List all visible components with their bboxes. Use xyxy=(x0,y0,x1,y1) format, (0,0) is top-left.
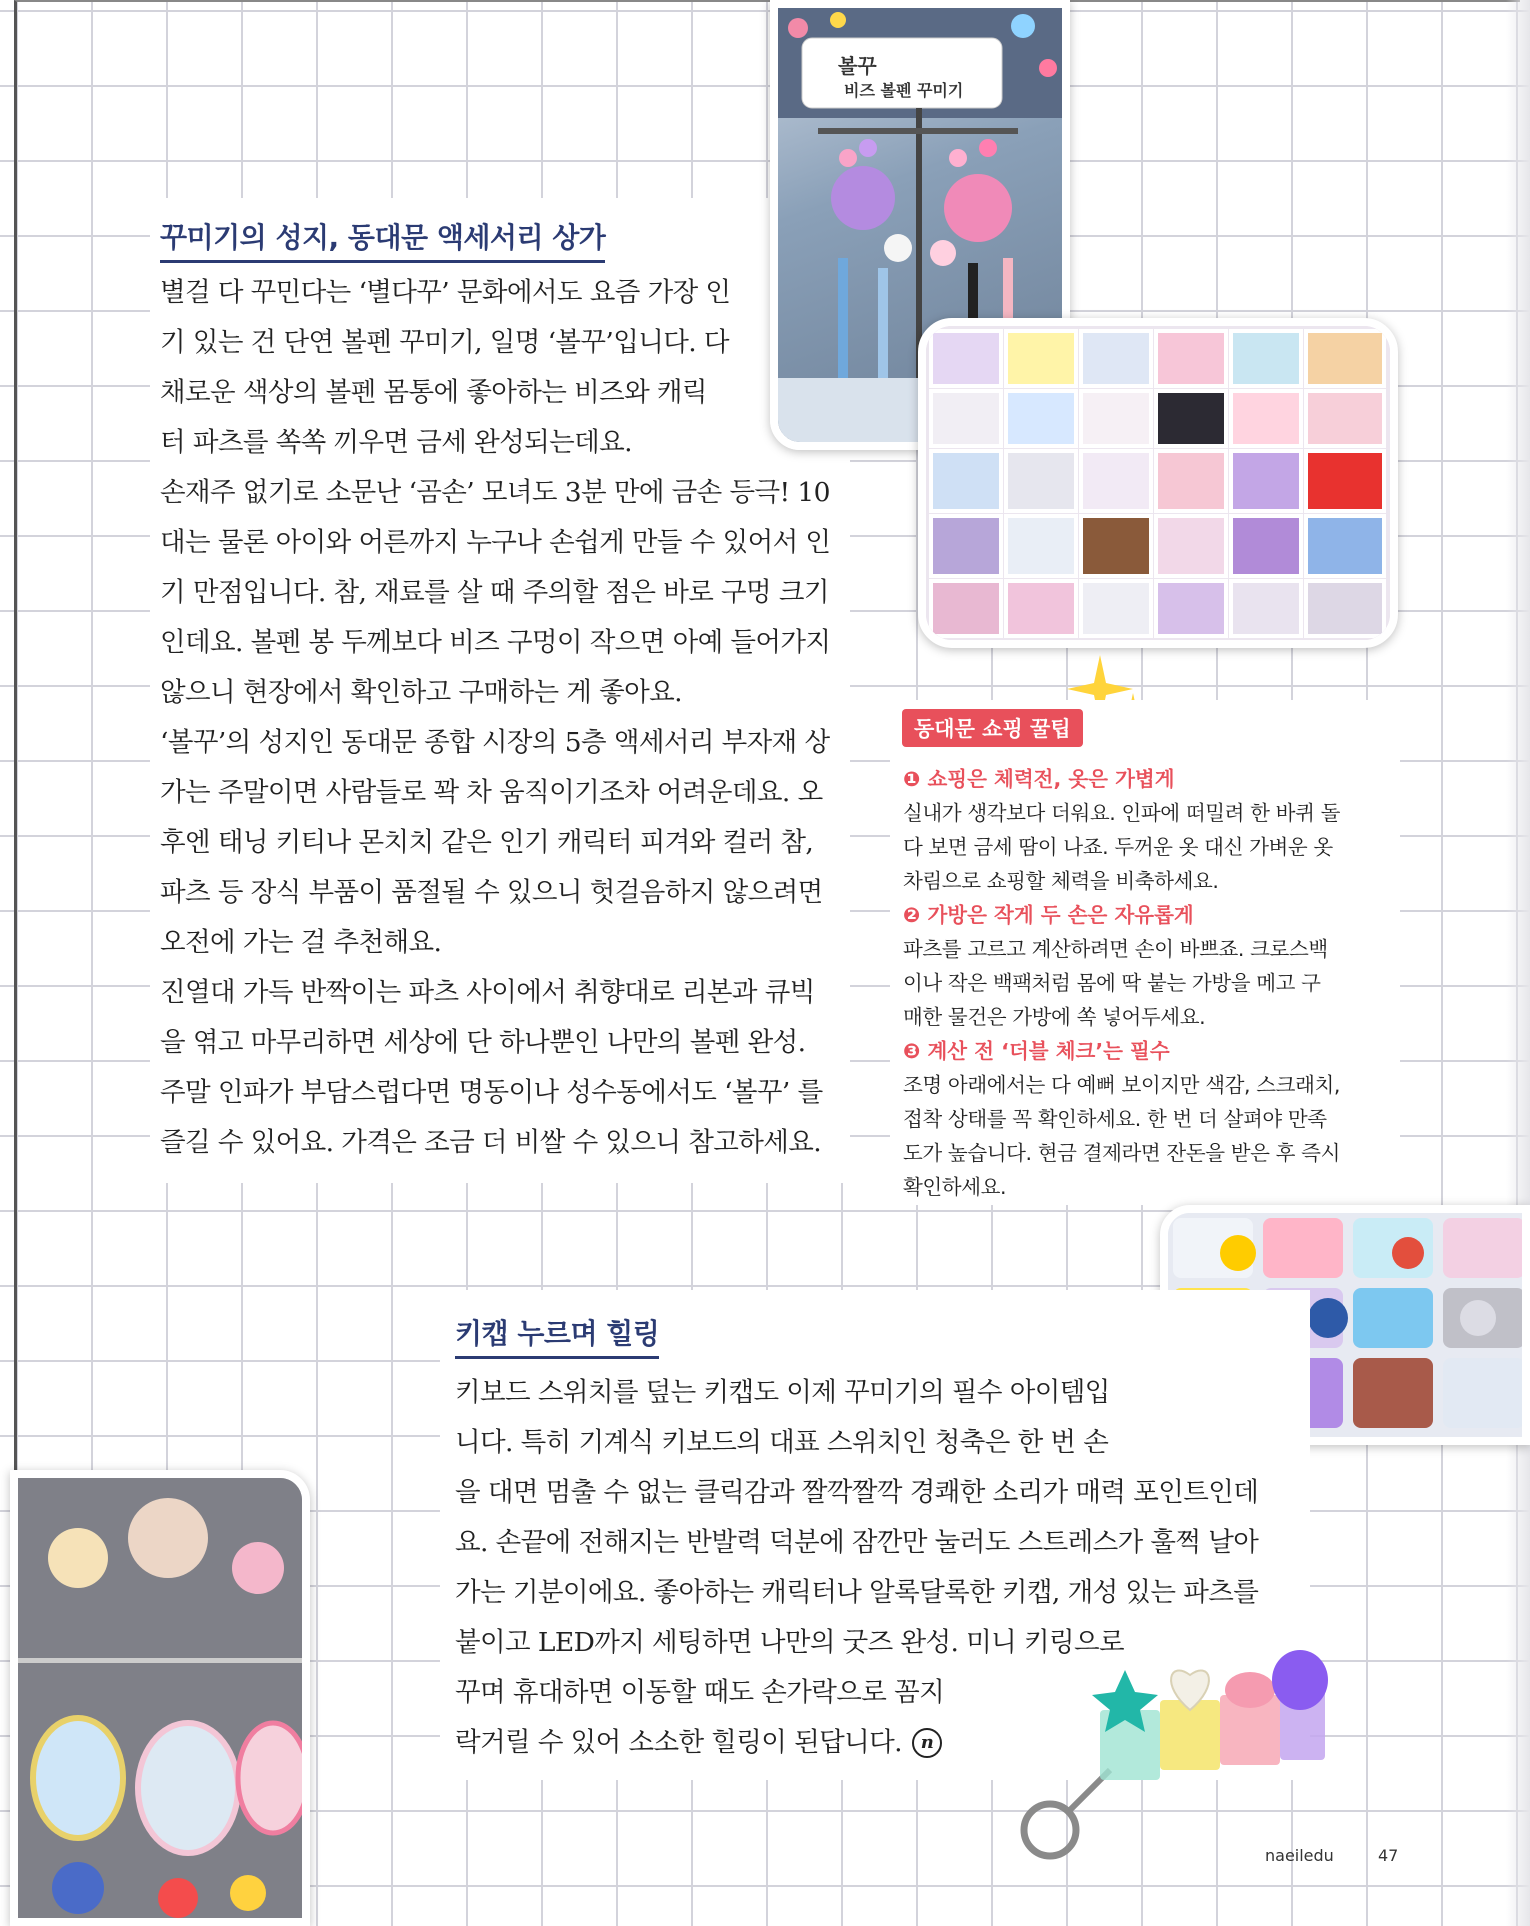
photo-keyring-mirrors xyxy=(10,1470,310,1926)
text-line: 진열대 가득 반짝이는 파츠 사이에서 취향대로 리본과 큐빅 xyxy=(160,977,815,1008)
page-number: 47 xyxy=(1378,1846,1399,1865)
tip-1-line: 실내가 생각보다 더워요. 인파에 떠밀려 한 바퀴 돌 xyxy=(903,801,1340,825)
tip-3-line: 접착 상태를 꼭 확인하세요. 한 번 더 살펴야 만족 xyxy=(903,1107,1327,1131)
section1-heading: 꾸미기의 성지, 동대문 액세서리 상가 xyxy=(160,216,605,263)
page-shade xyxy=(1506,0,1530,1926)
text-line: 을 대면 멈출 수 없는 클릭감과 짤깍짤깍 경쾌한 소리가 매력 포인트인데 xyxy=(455,1477,1259,1508)
mirrors-illustration xyxy=(18,1478,302,1926)
tip-2-head: ❷ 가방은 작게 두 손은 자유롭게 xyxy=(903,903,1194,927)
text-line: 즐길 수 있어요. 가격은 조금 더 비쌀 수 있으니 참고하세요. xyxy=(160,1127,822,1158)
text-line: 파츠 등 장식 부품이 품절될 수 있으니 헛걸음하지 않으려면 xyxy=(160,877,823,908)
text-line: 손재주 없기로 소문난 ‘곰손’ 모녀도 3분 만에 금손 등극! 10 xyxy=(160,477,830,508)
text-line: 붙이고 LED까지 세팅하면 나만의 굿즈 완성. 미니 키링으로 xyxy=(455,1627,1124,1658)
keycap-keychain-image xyxy=(1000,1640,1330,1870)
tip-2-line: 이나 작은 백팩처럼 몸에 딱 붙는 가방을 메고 구 xyxy=(903,971,1321,995)
section2-heading: 키캡 누르며 힐링 xyxy=(455,1312,659,1359)
tip-2-line: 파츠를 고르고 계산하려면 손이 바쁘죠. 크로스백 xyxy=(903,937,1328,961)
bead-trays-illustration xyxy=(926,326,1390,640)
text-line: 주말 인파가 부담스럽다면 명동이나 성수동에서도 ‘볼꾸’ 를 xyxy=(160,1077,823,1108)
text-line: 가는 기분이에요. 좋아하는 캐릭터나 알록달록한 키캡, 개성 있는 파츠를 xyxy=(455,1577,1259,1608)
sign-subtitle: 비즈 볼펜 꾸미기 xyxy=(844,81,964,100)
tips-title: 동대문 쇼핑 꿀팁 xyxy=(902,709,1083,747)
text-line: ‘볼꾸’의 성지인 동대문 종합 시장의 5층 액세서리 부자재 상 xyxy=(160,727,830,758)
section1-paragraph xyxy=(160,268,830,1168)
text-line: 기 있는 건 단연 볼펜 꾸미기, 일명 ‘볼꾸’입니다. 다 xyxy=(160,327,729,358)
tip-3-line: 확인하세요. xyxy=(903,1175,1007,1199)
tip-1-head: ❶ 쇼핑은 체력전, 옷은 가볍게 xyxy=(903,767,1175,791)
tip-2-line: 매한 물건은 가방에 쏙 넣어두세요. xyxy=(903,1005,1206,1029)
tip-1-line: 다 보면 금세 땀이 나죠. 두꺼운 옷 대신 가벼운 옷 xyxy=(903,835,1333,859)
text-line: 가는 주말이면 사람들로 꽉 차 움직이기조차 어려운데요. 오 xyxy=(160,777,823,808)
text-line: 채로운 색상의 볼펜 몸통에 좋아하는 비즈와 캐릭 xyxy=(160,377,707,408)
tips-list xyxy=(903,762,1340,1204)
text-line: 기 만점입니다. 참, 재료를 살 때 주의할 점은 바로 구멍 크기 xyxy=(160,577,829,608)
text-line: 요. 손끝에 전해지는 반발력 덕분에 잠깐만 눌러도 스트레스가 훌쩍 날아 xyxy=(455,1527,1259,1558)
text-line: 후엔 태닝 키티나 몬치치 같은 인기 캐릭터 피겨와 컬러 참, xyxy=(160,827,814,858)
tip-3-line: 도가 높습니다. 현금 결제라면 잔돈을 받은 후 즉시 xyxy=(903,1141,1340,1165)
tip-1-line: 차림으로 쇼핑할 체력을 비축하세요. xyxy=(903,869,1219,893)
end-mark-letter: n xyxy=(920,1732,934,1753)
text-line: 대는 물론 아이와 어른까지 누구나 손쉽게 만들 수 있어서 인 xyxy=(160,527,831,558)
end-mark-icon xyxy=(912,1728,942,1758)
text-line: 니다. 특히 기계식 키보드의 대표 스위치인 청축은 한 번 손 xyxy=(455,1427,1109,1458)
text-line-last: 락거릴 수 있어 소소한 힐링이 된답니다. xyxy=(455,1727,902,1758)
text-line: 별걸 다 꾸민다는 ‘별다꾸’ 문화에서도 요즘 가장 인 xyxy=(160,277,731,308)
text-line: 꾸며 휴대하면 이동할 때도 손가락으로 꼼지 xyxy=(455,1677,945,1708)
text-line: 인데요. 볼펜 봉 두께보다 비즈 구멍이 작으면 아예 들어가지 xyxy=(160,627,831,658)
photo-bead-trays xyxy=(918,318,1398,648)
text-line: 키보드 스위치를 덮는 키캡도 이제 꾸미기의 필수 아이템입 xyxy=(455,1377,1110,1408)
sign-title: 볼꾸 xyxy=(838,54,877,78)
text-line: 터 파츠를 쏙쏙 끼우면 금세 완성되는데요. xyxy=(160,427,632,458)
text-line: 을 엮고 마무리하면 세상에 단 하나뿐인 나만의 볼펜 완성. xyxy=(160,1027,806,1058)
tip-3-head: ❸ 계산 전 ‘더블 체크’는 필수 xyxy=(903,1039,1170,1063)
text-line: 않으니 현장에서 확인하고 구매하는 게 좋아요. xyxy=(160,677,682,708)
tip-3-line: 조명 아래에서는 다 예뻐 보이지만 색감, 스크래치, xyxy=(903,1073,1340,1097)
text-line: 오전에 가는 걸 추천해요. xyxy=(160,927,442,958)
footer-brand: naeiledu xyxy=(1265,1846,1334,1865)
